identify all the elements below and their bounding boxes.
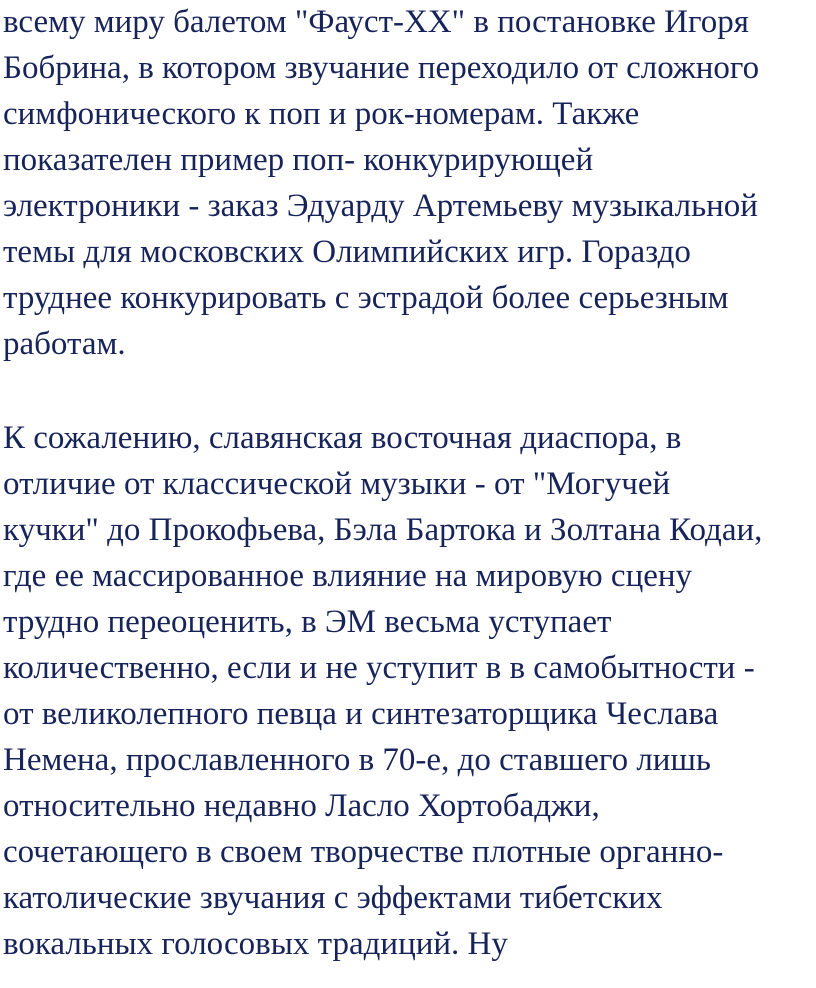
- paragraph-2-line-7: от великолепного певца и синтезаторщика Чеслава: [3, 696, 719, 732]
- paragraph-2-line-9: относительно недавно Ласло Хортобаджи,: [3, 788, 600, 824]
- paragraph-1-line-3: симфонического к поп и рок-номерам. Также: [3, 96, 640, 132]
- paragraph-1-line-8: работам.: [3, 326, 126, 362]
- paragraph-1-line-7: труднее конкурировать с эстрадой более серьезным: [3, 280, 729, 316]
- paragraph-2-line-4: где ее массированное влияние на мировую сцену: [3, 558, 693, 594]
- paragraph-2-line-10: сочетающего в своем творчестве плотные органно-: [3, 834, 724, 870]
- paragraph-1-line-5: электроники - заказ Эдуарду Артемьеву музыкальной: [3, 188, 758, 224]
- paragraph-2-line-8: Немена, прославленного в 70-е, до ставшего лишь: [3, 742, 711, 778]
- paragraph-2-line-3: кучки" до Прокофьева, Бэла Бартока и Золтана Кодаи,: [3, 512, 763, 548]
- paragraph-2-line-6: количественно, если и не уступит в в самобытности -: [3, 650, 755, 686]
- paragraph-1-line-6: темы для московских Олимпийских игр. Гораздо: [3, 234, 691, 270]
- paragraph-2-line-12: вокальных голосовых традиций. Ну: [3, 926, 508, 962]
- paragraph-1-line-4: показателен пример поп- конкурирующей: [3, 142, 594, 178]
- paragraph-2-line-1: К сожалению, славянская восточная диаспора, в: [3, 420, 682, 456]
- paragraph-2-line-2: отличие от классической музыки - от "Могучей: [3, 466, 671, 502]
- paragraph-1-line-1: всему миру балетом "Фауст-XX" в постановке Игоря: [3, 4, 749, 40]
- paragraph-2-line-11: католические звучания с эффектами тибетских: [3, 880, 663, 916]
- paragraph-2-line-5: трудно переоценить, в ЭМ весьма уступает: [3, 604, 612, 640]
- paragraph-1-line-2: Бобрина, в котором звучание переходило от сложного: [3, 50, 760, 86]
